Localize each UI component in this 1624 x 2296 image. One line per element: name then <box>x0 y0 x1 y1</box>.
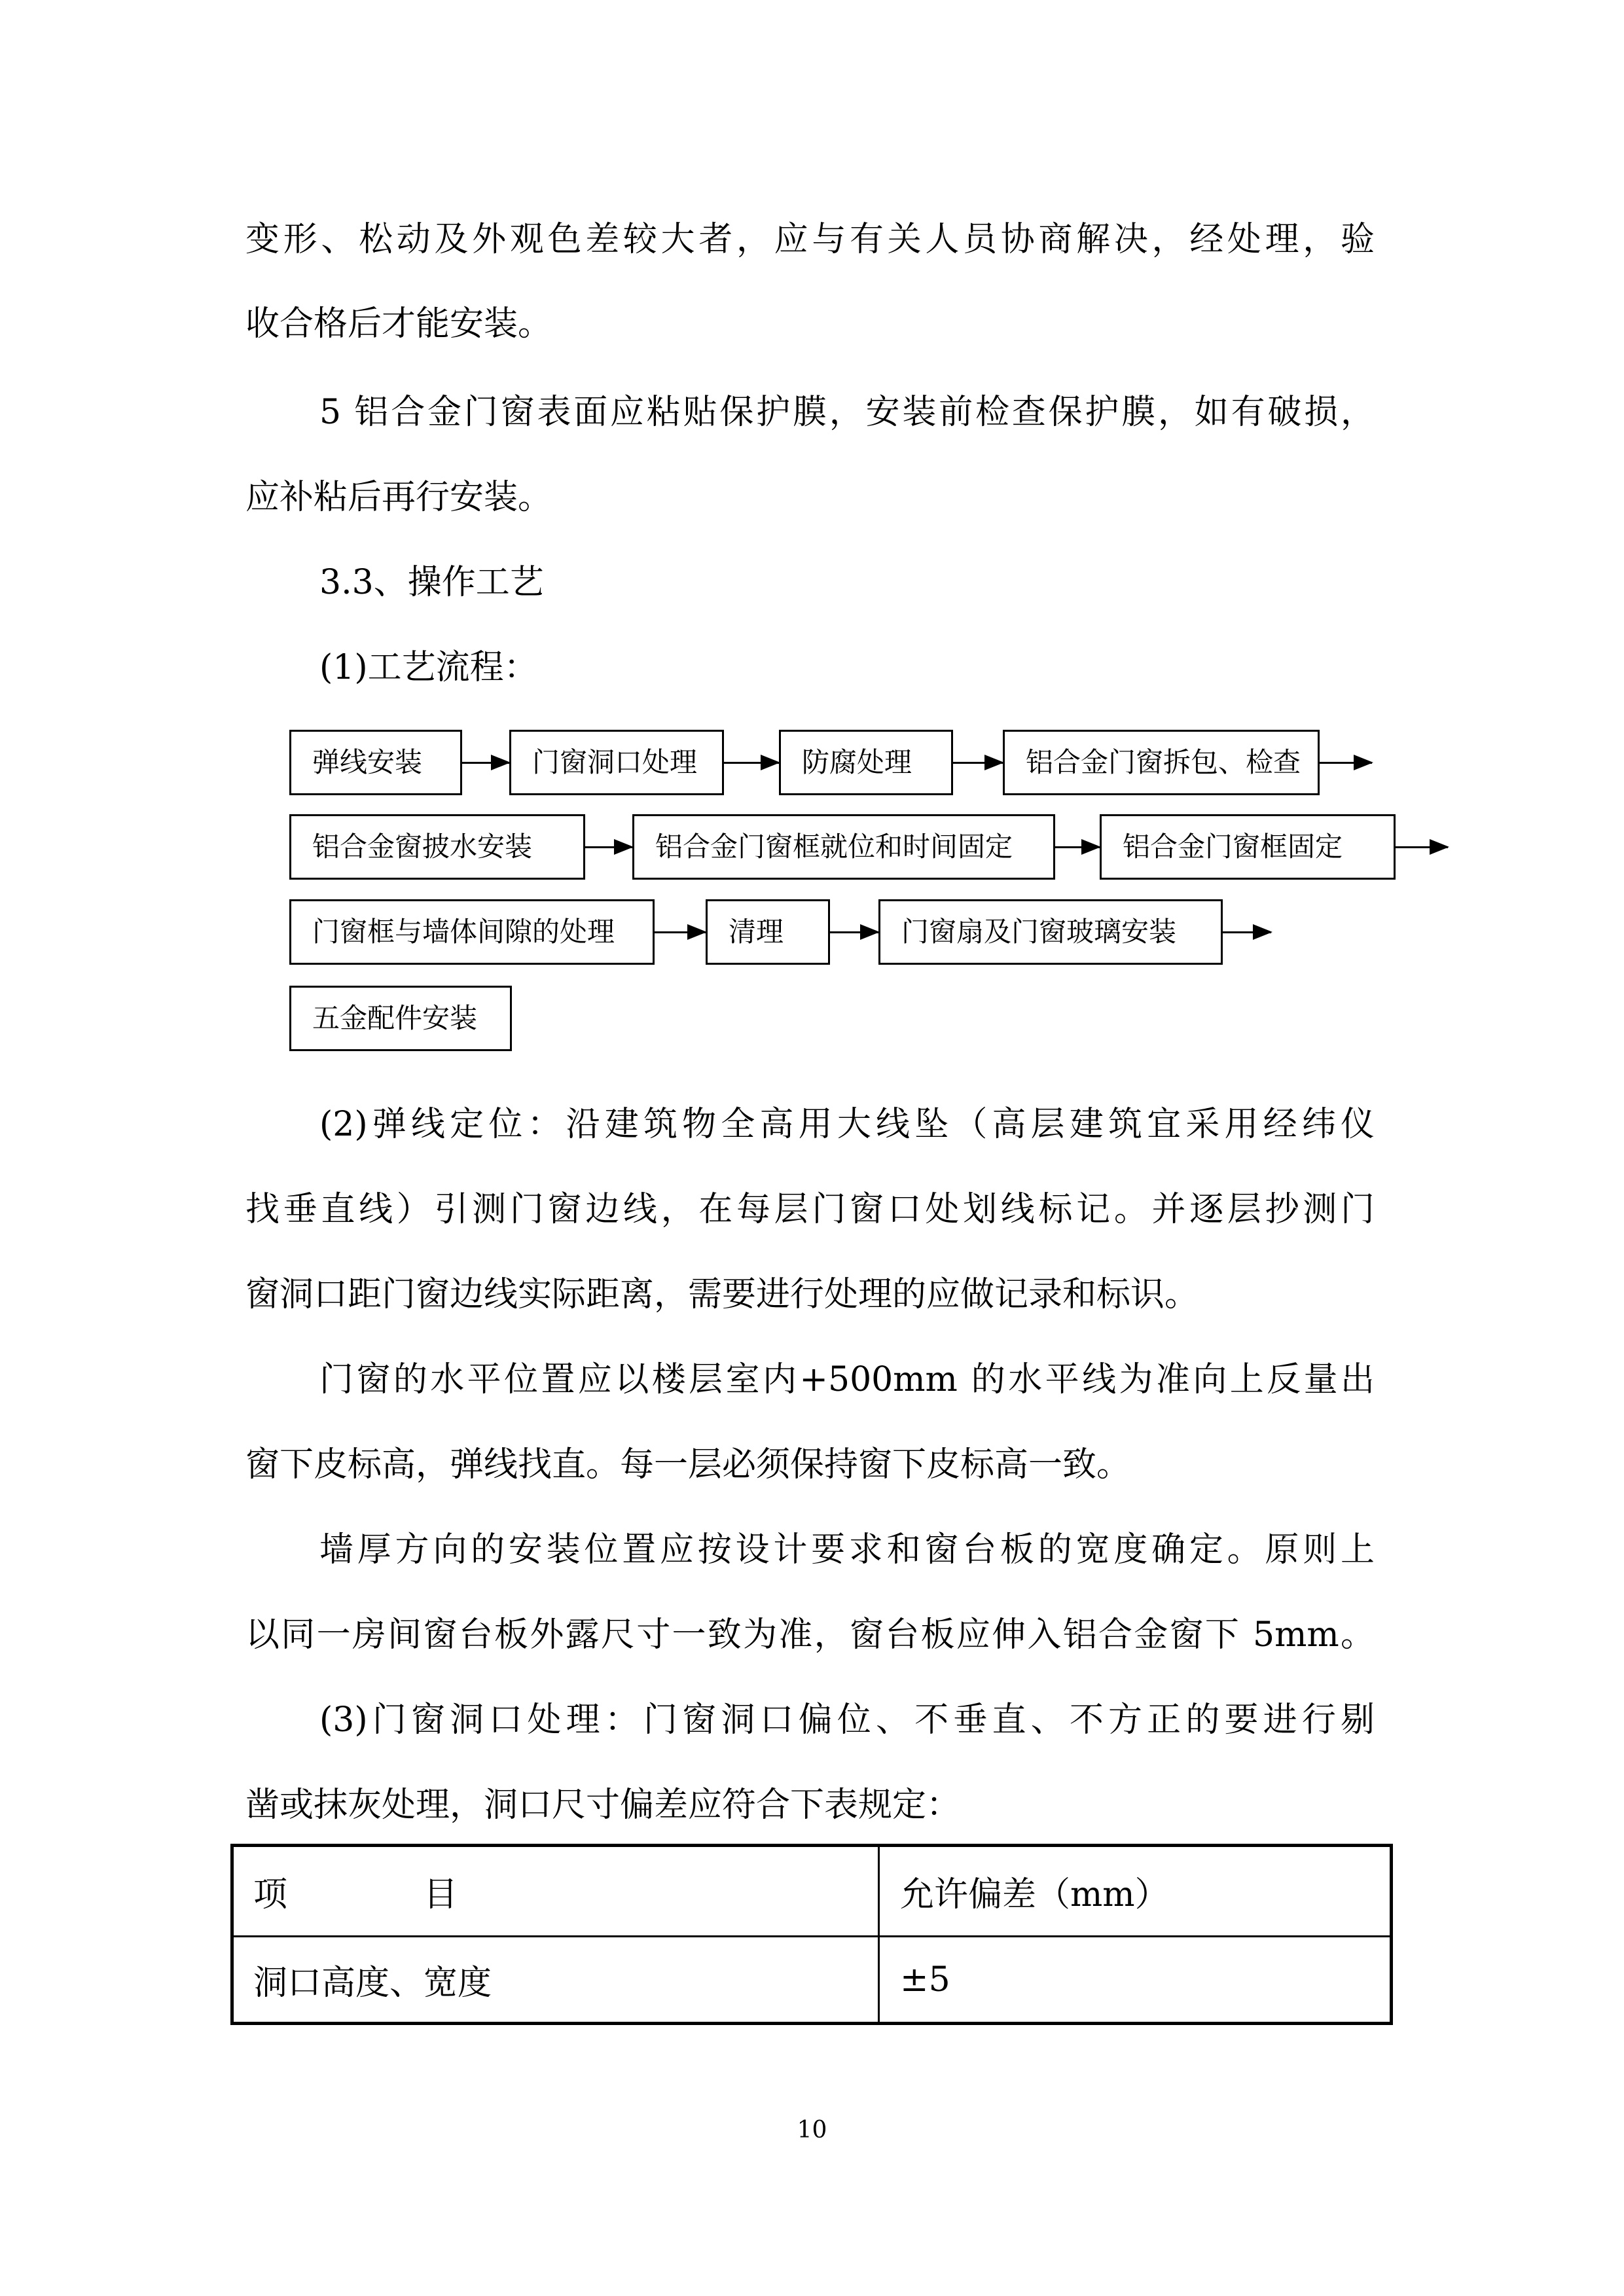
flow-step: 铝合金门窗框就位和时间固定 <box>632 814 1055 880</box>
table-header-item: 项 目 <box>234 1847 880 1935</box>
paragraph-line: (2)弹线定位：沿建筑物全高用大线坠（高层建筑宜采用经纬仪 <box>319 1105 1375 1144</box>
flow-arrow <box>1223 931 1271 933</box>
paragraph-line: 门窗的水平位置应以楼层室内+500mm 的水平线为准向上反量出 <box>319 1360 1375 1399</box>
flow-step: 铝合金门窗框固定 <box>1100 814 1396 880</box>
flow-arrow <box>1320 762 1372 764</box>
flow-step: 弹线安装 <box>289 730 462 795</box>
flow-step: 清理 <box>706 899 830 965</box>
flow-arrow <box>585 846 632 848</box>
paragraph-line: 以同一房间窗台板外露尺寸一致为准，窗台板应伸入铝合金窗下 5mm。 <box>245 1615 1375 1655</box>
flow-arrow <box>1396 846 1448 848</box>
table-cell-tolerance: ±5 <box>900 1960 950 2000</box>
tolerance-table <box>230 1844 1393 2025</box>
paragraph-line: 变形、松动及外观色差较大者，应与有关人员协商解决，经处理，验 <box>245 220 1375 259</box>
table-header-row <box>234 1847 1390 1937</box>
paragraph-line: 窗下皮标高，弹线找直。每一层必须保持窗下皮标高一致。 <box>245 1445 1131 1484</box>
flow-step: 铝合金门窗拆包、检查 <box>1003 730 1320 795</box>
subsection-heading: (1)工艺流程： <box>319 648 538 687</box>
table-row <box>234 1935 1390 2024</box>
flow-arrow <box>1055 846 1100 848</box>
page-number: 10 <box>797 2117 827 2144</box>
paragraph-line: (3)门窗洞口处理：门窗洞口偏位、不垂直、不方正的要进行剔 <box>319 1700 1375 1740</box>
flow-step: 门窗洞口处理 <box>509 730 724 795</box>
flow-step: 防腐处理 <box>779 730 953 795</box>
paragraph-line: 应补粘后再行安装。 <box>245 478 552 517</box>
paragraph-line: 窗洞口距门窗边线实际距离，需要进行处理的应做记录和标识。 <box>245 1275 1199 1314</box>
flow-step: 五金配件安装 <box>289 986 512 1051</box>
flow-arrow <box>830 931 878 933</box>
table-header-tolerance: 允许偏差（mm） <box>900 1875 1169 1914</box>
flow-arrow <box>953 762 1003 764</box>
paragraph-line: 找垂直线）引测门窗边线，在每层门窗口处划线标记。并逐层抄测门 <box>245 1190 1375 1229</box>
flow-step: 门窗扇及门窗玻璃安装 <box>878 899 1223 965</box>
section-heading: 3.3、操作工艺 <box>319 563 544 602</box>
flow-arrow <box>655 931 706 933</box>
flow-step: 门窗框与墙体间隙的处理 <box>289 899 655 965</box>
paragraph-line: 凿或抹灰处理，洞口尺寸偏差应符合下表规定： <box>245 1785 961 1825</box>
paragraph-line: 墙厚方向的安装位置应按设计要求和窗台板的宽度确定。原则上 <box>319 1530 1375 1570</box>
flow-arrow <box>724 762 779 764</box>
paragraph-line: 收合格后才能安装。 <box>245 304 552 344</box>
paragraph-line: 5 铝合金门窗表面应粘贴保护膜，安装前检查保护膜，如有破损， <box>319 393 1375 432</box>
table-cell-item: 洞口高度、宽度 <box>234 1935 880 2024</box>
flow-step: 铝合金窗披水安装 <box>289 814 585 880</box>
flow-arrow <box>462 762 509 764</box>
